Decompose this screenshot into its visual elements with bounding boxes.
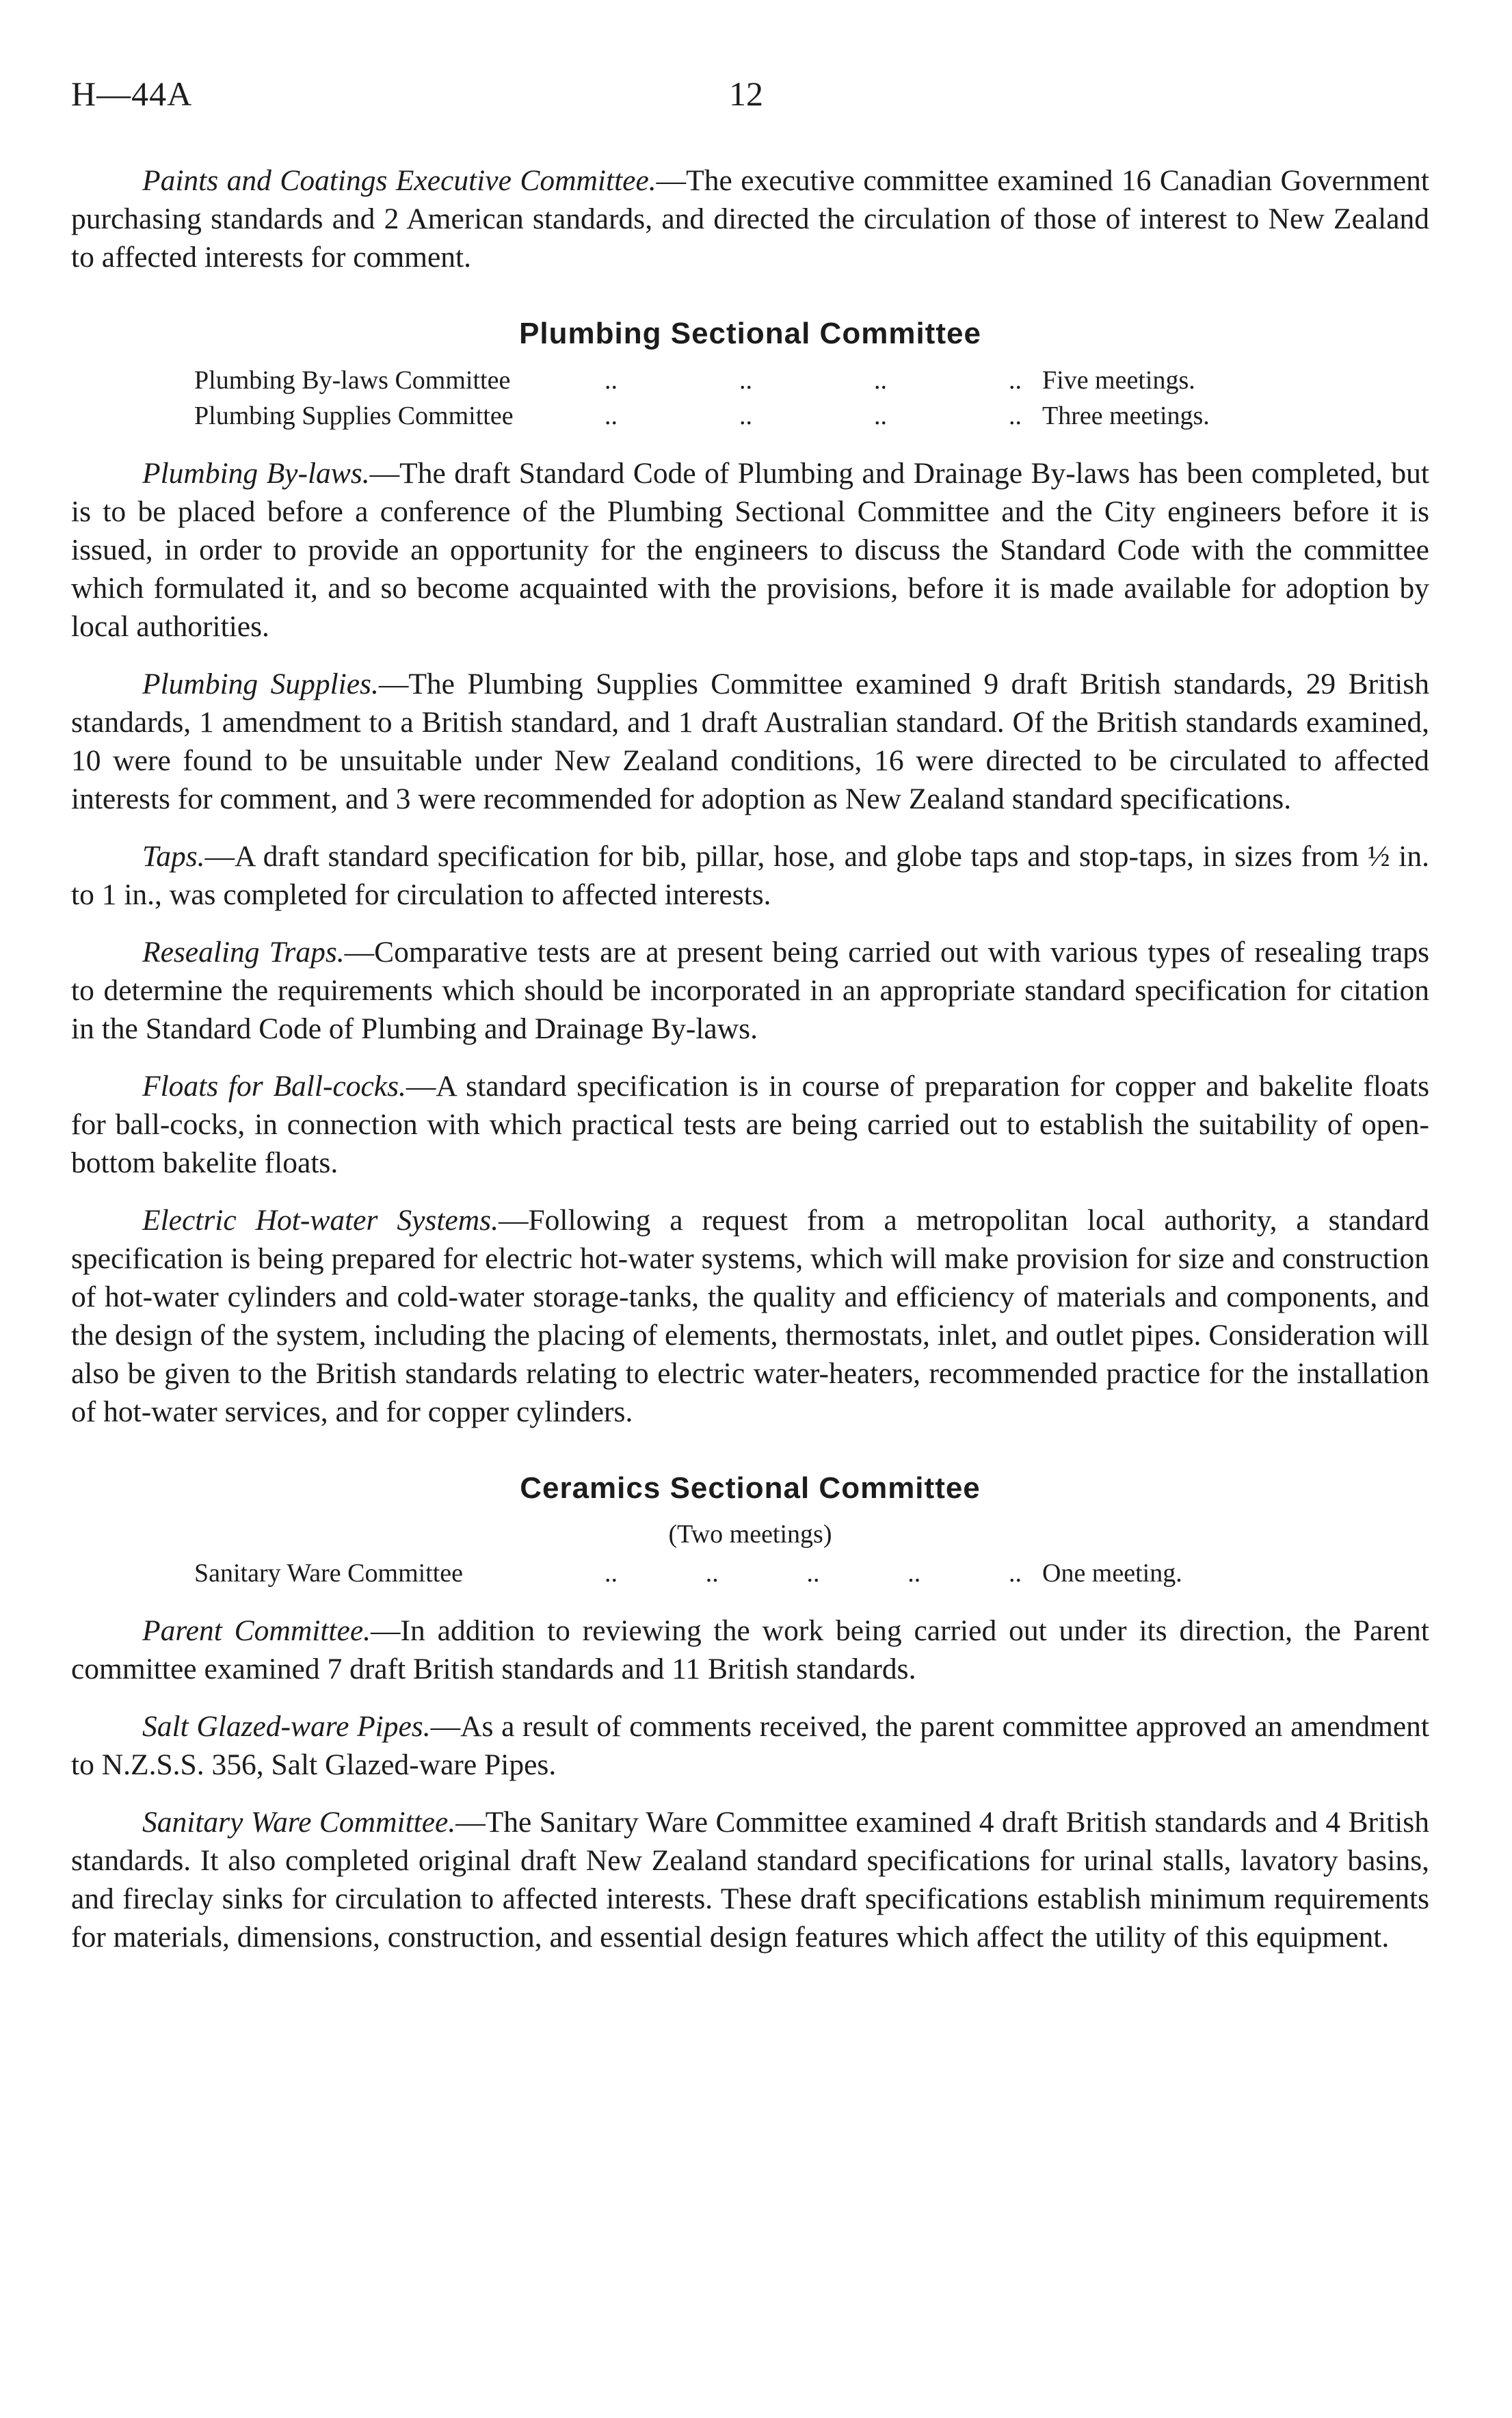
- paragraph-title: Electric Hot-water Systems.: [142, 1204, 499, 1237]
- paragraph-title: Plumbing Supplies.: [142, 668, 379, 700]
- dot-leader: .. .. .. .. ..: [605, 1559, 1022, 1588]
- paragraph-text: —The Plumbing Supplies Committee examined 9 draft British standards, 29 British standards, 1 amendment to a British standard, and 1 draft Australian standard. Of the British standards examined, 10 were found to be unsuitable under New Zealand conditions, 16 were directed to be circulated to affected interests for comment, and 3 were recommended for adoption as New Zealand standard specifications.: [71, 668, 1429, 815]
- paragraph-electric-hot-water: [71, 1201, 1429, 1431]
- paragraph-text: —In addition to reviewing the work being carried out under its direction, the Parent committee examined 7 draft British standards and 11 British standards.: [71, 1614, 1429, 1685]
- paragraph-resealing-traps: [71, 933, 1429, 1048]
- paragraph-plumbing-bylaws: [71, 454, 1429, 646]
- paragraph-text: —Following a request from a metropolitan local authority, a standard specification is being prepared for electric hot-water systems, which will make provision for size and construction of hot-water cylinders and cold-water storage-tanks, the quality and efficiency of materials and components, and the design of the system, including the placing of elements, thermostats, inlet, and outlet pipes. Consideration will also be given to the British standards relating to electric water-heaters, recommended practice for the installation of hot-water services, and for copper cylinders.: [71, 1204, 1429, 1428]
- paragraph-parent-committee: [71, 1612, 1429, 1688]
- meeting-row: [194, 363, 1429, 398]
- report-reference: H—44A: [71, 75, 193, 113]
- paragraph-title: Parent Committee.: [142, 1614, 371, 1647]
- paragraph-title: Sanitary Ware Committee.: [142, 1806, 456, 1839]
- paragraph-plumbing-supplies: [71, 665, 1429, 818]
- paragraph-title: Salt Glazed-ware Pipes.: [142, 1710, 431, 1743]
- section-heading-plumbing: Plumbing Sectional Committee: [519, 317, 981, 350]
- meeting-count: Five meetings.: [1042, 366, 1195, 395]
- paragraph-text: —The executive committee examined 16 Canadian Government purchasing standards and 2 American standards, and directed the circulation of those of interest to New Zealand to affected interests for comment.: [71, 164, 1429, 274]
- committee-name: Plumbing By-laws Committee: [194, 366, 511, 395]
- paragraph-floats-ball-cocks: [71, 1067, 1429, 1182]
- paragraph-sanitary-ware: [71, 1803, 1429, 1956]
- meeting-count: One meeting.: [1042, 1559, 1182, 1588]
- paragraph-text: —A draft standard specification for bib, pillar, hose, and globe taps and stop-taps, in sizes from ½ in. to 1 in., was completed for circulation to affected interests.: [71, 840, 1429, 911]
- document-body: [71, 161, 1429, 1975]
- paragraph-title: Floats for Ball-cocks.: [142, 1070, 406, 1103]
- dot-leader: .. .. .. ..: [605, 402, 1022, 430]
- paragraph-text: —As a result of comments received, the parent committee approved an amendment to N.Z.S.S. 356, Salt Glazed-ware Pipes.: [71, 1710, 1429, 1781]
- meetings-table-ceramics: [194, 1555, 1429, 1591]
- dot-leader: .. .. .. ..: [605, 366, 1022, 395]
- paragraph-text: —The Sanitary Ware Committee examined 4 draft British standards and 4 British standards. It also completed original draft New Zealand standard specifications for urinal stalls, lavatory basins, and fireclay sinks for circulation to affected interests. These draft specifications establish minimum requirements for materials, dimensions, construction, and essential design features which affect the utility of this equipment.: [71, 1806, 1429, 1954]
- meetings-table-plumbing: [194, 363, 1429, 434]
- committee-name: Plumbing Supplies Committee: [194, 402, 514, 430]
- meeting-count: Three meetings.: [1042, 402, 1210, 430]
- paragraph-title: Taps.: [142, 840, 205, 873]
- paragraph-text: —Comparative tests are at present being carried out with various types of resealing traps to determine the requirements which should be incorporated in an appropriate standard specification for citation in the Standard Code of Plumbing and Drainage By-laws.: [71, 936, 1429, 1045]
- paragraph-salt-glazed-ware: [71, 1707, 1429, 1784]
- page-header: [71, 74, 1441, 135]
- section-subheading: (Two meetings): [668, 1520, 832, 1549]
- paragraph-title: Plumbing By-laws.: [142, 457, 370, 490]
- paragraph-paints-coatings: [71, 161, 1429, 276]
- meeting-row: [194, 398, 1429, 434]
- paragraph-title: Paints and Coatings Executive Committee.: [142, 164, 656, 197]
- paragraph-title: Resealing Traps.: [142, 936, 345, 969]
- section-heading-ceramics: Ceramics Sectional Committee: [520, 1471, 981, 1505]
- page-number: 12: [729, 75, 763, 113]
- paragraph-text: —A standard specification is in course of preparation for copper and bakelite floats for ball-cocks, in connection with which practical tests are being carried out to establish the suitability of open-bottom bakelite floats.: [71, 1070, 1429, 1179]
- meeting-row: [194, 1555, 1429, 1591]
- paragraph-text: —The draft Standard Code of Plumbing and Drainage By-laws has been completed, but is to be placed before a conference of the Plumbing Sectional Committee and the City engineers before it is issued, in order to provide an opportunity for the engineers to discuss the Standard Code with the committee which formulated it, and so become acquainted with the provisions, before it is made available for adoption by local authorities.: [71, 457, 1429, 643]
- committee-name: Sanitary Ware Committee: [194, 1559, 464, 1588]
- paragraph-taps: [71, 837, 1429, 914]
